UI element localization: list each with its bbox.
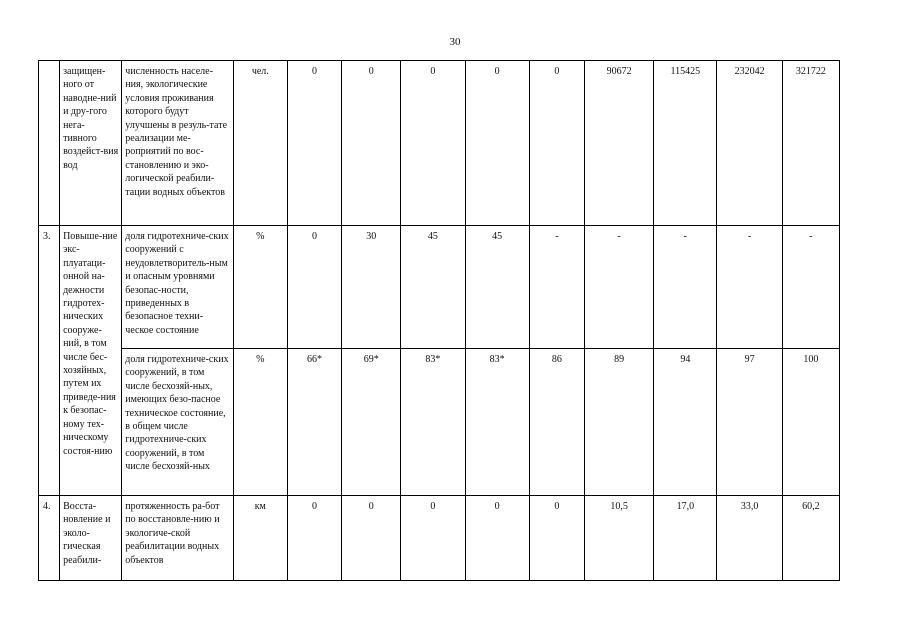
- value-cell: 97: [717, 349, 782, 496]
- value-cell: 0: [401, 496, 465, 581]
- page-number: 30: [449, 36, 461, 48]
- row-number-cell: 3.: [39, 226, 60, 496]
- value-cell: 0: [287, 226, 341, 349]
- value-cell: 83*: [401, 349, 465, 496]
- table-row: [39, 496, 840, 581]
- value-cell: 60,2: [782, 496, 839, 581]
- measure-name-cell: Восста-новление и эколо-гическая реабили-: [60, 496, 122, 581]
- value-cell: -: [717, 226, 782, 349]
- indicator-cell: доля гидротехниче-ских сооружений, в том числе бесхозяй-ных, имеющих безо-пасное техническое состояние, в общем числе гидротехниче-ских сооружений, в том числе бесхозяй-ных: [122, 349, 233, 496]
- value-cell: 0: [342, 61, 401, 226]
- indicator-cell: численность населе-ния, экологические условия проживания которого будут улучшены в резуль-тате реализации ме-роприятий по вос-становлению и эко-логической реабили-тации водных объектов: [122, 61, 233, 226]
- value-cell: 0: [529, 61, 584, 226]
- unit-cell: км: [233, 496, 287, 581]
- value-cell: 30: [342, 226, 401, 349]
- value-cell: 94: [654, 349, 717, 496]
- value-cell: 45: [401, 226, 465, 349]
- value-cell: 321722: [782, 61, 839, 226]
- measure-name-cell: Повыше-ние экс-плуатаци-онной на-дежности гидротех-нических сооруже-ний, в том числе бес-хозяйных, путем их приведе-ния к безопас-ному тех-ническому состоя-нию: [60, 226, 122, 496]
- value-cell: 45: [465, 226, 529, 349]
- value-cell: 86: [529, 349, 584, 496]
- value-cell: 232042: [717, 61, 782, 226]
- indicator-cell: доля гидротехниче-ских сооружений с неудовлетворитель-ным и опасным уровнями безопас-ности, приведенных в безопасное техни-ческое состояние: [122, 226, 233, 349]
- unit-cell: чел.: [233, 61, 287, 226]
- indicator-cell: протяженность ра-бот по восстановле-нию и экологиче-ской реабилитации водных объектов: [122, 496, 233, 581]
- value-cell: 89: [584, 349, 653, 496]
- value-cell: 0: [465, 496, 529, 581]
- value-cell: 17,0: [654, 496, 717, 581]
- value-cell: 0: [529, 496, 584, 581]
- value-cell: 33,0: [717, 496, 782, 581]
- table-row: [39, 61, 840, 226]
- table-row: [39, 226, 840, 349]
- row-number-cell: 4.: [39, 496, 60, 581]
- table-row: [39, 349, 840, 496]
- value-cell: 100: [782, 349, 839, 496]
- unit-cell: %: [233, 226, 287, 349]
- value-cell: 83*: [465, 349, 529, 496]
- value-cell: 0: [287, 61, 341, 226]
- value-cell: 69*: [342, 349, 401, 496]
- unit-cell: %: [233, 349, 287, 496]
- measure-name-cell: защищен-ного от наводне-ний и дру-гого нега-тивного воздейст-вия вод: [60, 61, 122, 226]
- value-cell: 115425: [654, 61, 717, 226]
- value-cell: -: [782, 226, 839, 349]
- value-cell: -: [584, 226, 653, 349]
- value-cell: 0: [401, 61, 465, 226]
- value-cell: 10,5: [584, 496, 653, 581]
- value-cell: -: [654, 226, 717, 349]
- row-number-cell: [39, 61, 60, 226]
- value-cell: 0: [465, 61, 529, 226]
- value-cell: 0: [342, 496, 401, 581]
- value-cell: 90672: [584, 61, 653, 226]
- value-cell: -: [529, 226, 584, 349]
- indicators-table: [38, 60, 840, 581]
- value-cell: 66*: [287, 349, 341, 496]
- value-cell: 0: [287, 496, 341, 581]
